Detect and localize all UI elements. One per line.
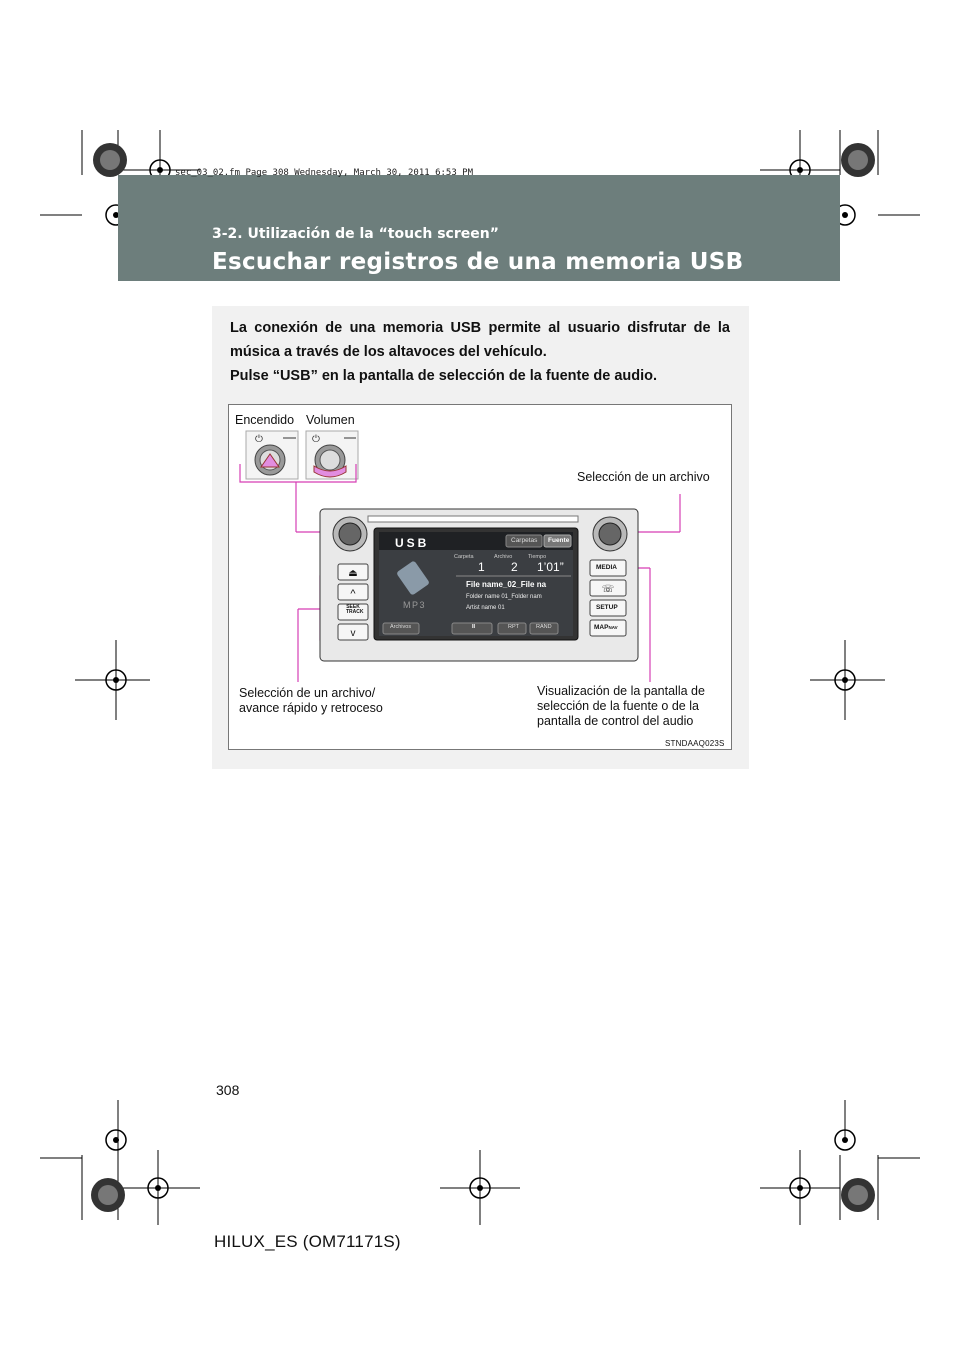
screen-rpt-button[interactable]: RPT xyxy=(508,624,519,630)
page-title: Escuchar registros de una memoria USB xyxy=(212,249,744,275)
svg-text:☏: ☏ xyxy=(601,584,615,595)
label-seek-line1: Selección de un archivo/ xyxy=(239,686,376,700)
setup-button[interactable]: SETUP xyxy=(596,604,618,611)
screen-source: USB xyxy=(395,536,430,550)
screen-col-file: Archivo xyxy=(494,554,513,560)
svg-text:⏻: ⏻ xyxy=(255,434,263,445)
screen-folder-number: 1 xyxy=(478,560,485,574)
nav-label: NAV xyxy=(608,625,618,630)
svg-text:^: ^ xyxy=(350,588,356,600)
label-display-line1: Visualización de la pantalla de xyxy=(537,684,705,698)
footer-model: HILUX_ES (OM71171S) xyxy=(214,1232,401,1251)
label-display-line3: pantalla de control del audio xyxy=(537,714,694,728)
label-power: Encendido xyxy=(235,413,295,427)
file-stamp: sec_03_02.fm Page 308 Wednesday, March 30, 2011 6:53 PM xyxy=(175,168,474,178)
svg-text:⏏: ⏏ xyxy=(348,568,358,579)
screen-col-folder: Carpeta xyxy=(454,554,474,560)
power-knob-inset xyxy=(246,431,298,479)
screen-source-button[interactable]: Fuente xyxy=(548,537,570,544)
intro-text xyxy=(230,316,730,388)
seek-track-button[interactable] xyxy=(346,604,364,615)
media-button[interactable]: MEDIA xyxy=(596,564,617,571)
section-title: 3-2. Utilización de la “touch screen” xyxy=(212,226,499,242)
screen-rand-button[interactable]: RAND xyxy=(536,624,552,630)
track-label: TRACK xyxy=(346,609,364,615)
head-unit-illustration xyxy=(228,404,732,750)
page-number: 308 xyxy=(216,1082,240,1098)
label-file-select: Selección de un archivo xyxy=(577,470,710,484)
screen-file-name: File name_02_File na xyxy=(466,580,547,589)
label-seek-line2: avance rápido y retroceso xyxy=(239,701,383,715)
figure-code: STNDAAQ023S xyxy=(665,739,725,748)
label-volume: Volumen xyxy=(306,413,355,427)
screen-folders-button[interactable]: Carpetas xyxy=(511,537,538,544)
screen-files-button[interactable]: Archivos xyxy=(390,624,412,630)
label-display-line2: selección de la fuente o de la xyxy=(537,699,699,713)
svg-text:v: v xyxy=(350,628,356,639)
screen-folder-name: Folder name 01_Folder nam xyxy=(466,594,542,600)
screen-time: 1’01” xyxy=(537,560,564,574)
screen-file-number: 2 xyxy=(511,560,518,574)
svg-text:⏻: ⏻ xyxy=(312,434,320,445)
screen-pause-button[interactable]: II xyxy=(472,624,476,630)
screen-col-time: Tiempo xyxy=(528,554,547,560)
seek-label: SEEK xyxy=(346,604,360,610)
intro-instruction: Pulse “USB” en la pantalla de selección de la fuente de audio. xyxy=(230,368,658,384)
volume-knob-inset xyxy=(306,431,358,479)
map-nav-button[interactable] xyxy=(594,624,618,631)
screen-artist-name: Artist name 01 xyxy=(466,605,505,611)
map-label: MAP xyxy=(594,624,609,631)
screen-format: MP3 xyxy=(403,600,427,610)
intro-paragraph: La conexión de una memoria USB permite al usuario disfrutar de la música a través de los altavoces del vehículo. xyxy=(230,320,730,360)
